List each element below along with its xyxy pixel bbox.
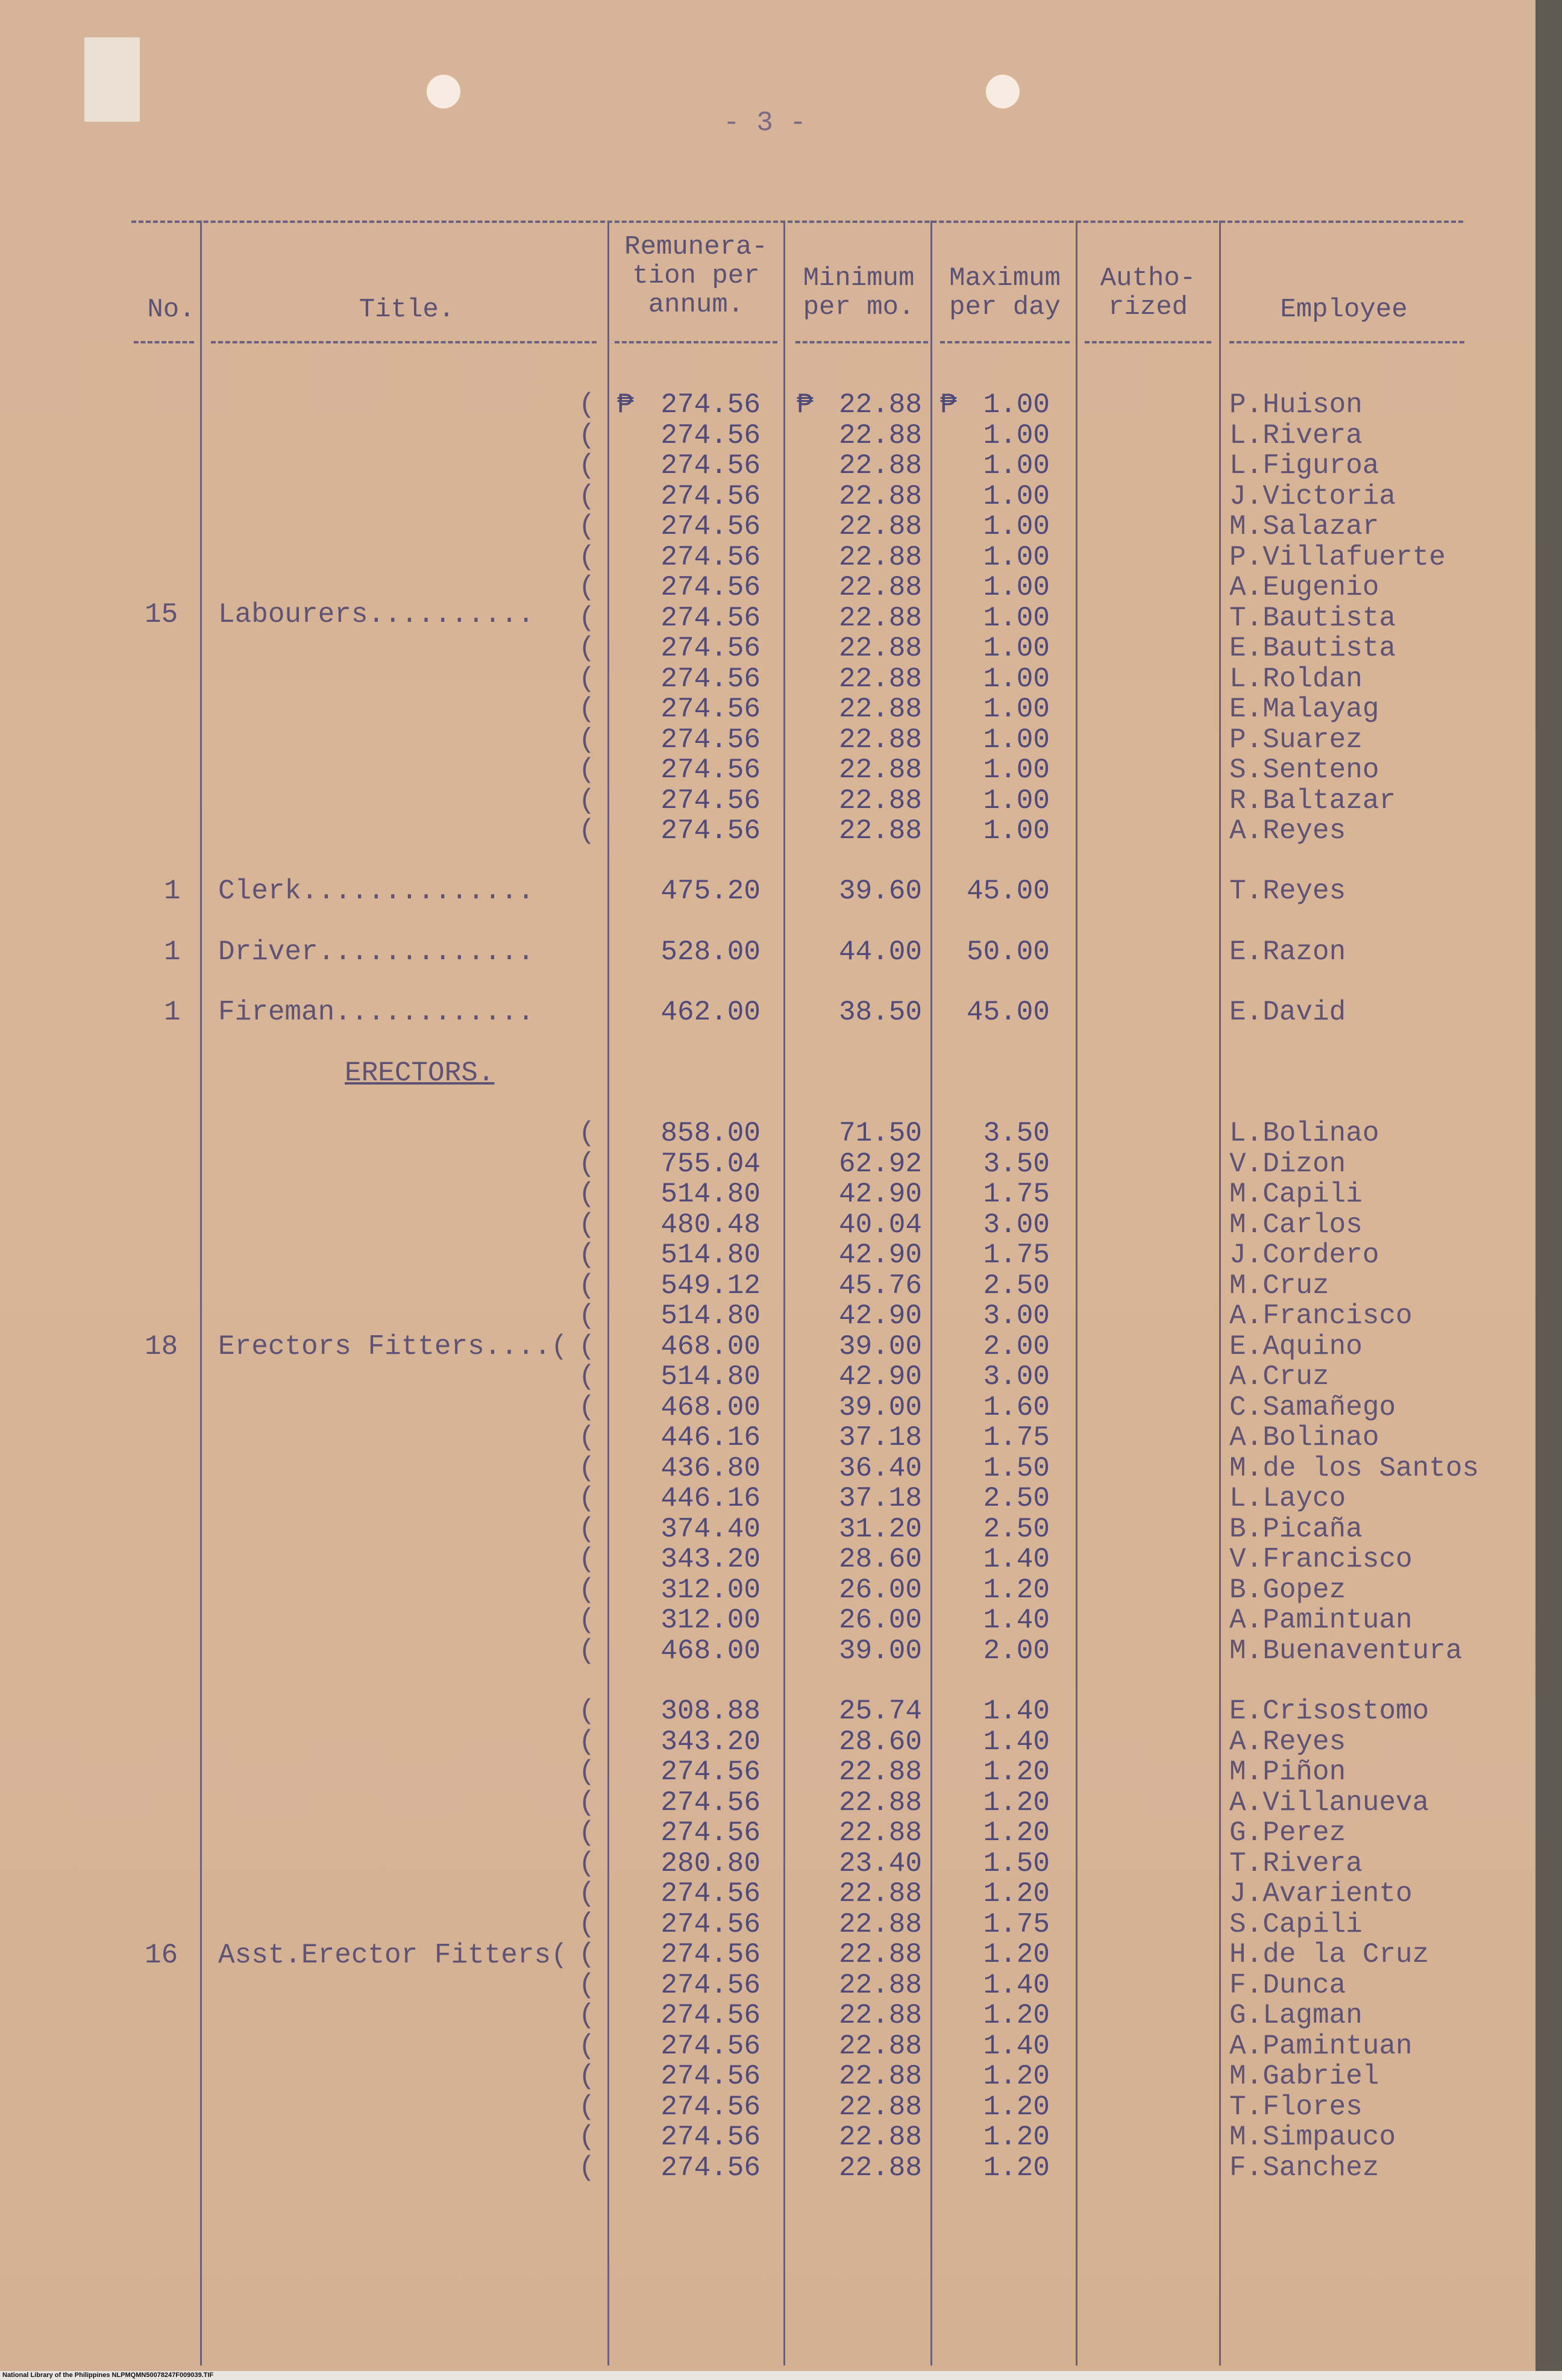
- table-cell: 28.60: [838, 1544, 922, 1575]
- table-cell: 22.88: [838, 1756, 922, 1788]
- table-cell: 1.20: [983, 1878, 1050, 1909]
- table-cell: 22.88: [838, 2061, 922, 2092]
- bracket: ( ( ( ( ( ( ( ( ( ( ( ( ( ( (: [579, 389, 595, 847]
- table-cell: V.Francisco: [1229, 1544, 1413, 1575]
- table-cell: 39.60: [838, 875, 922, 907]
- table-cell: 3.50: [983, 1148, 1050, 1180]
- table-cell: 274.56: [660, 1939, 761, 1970]
- table-cell: E.Aquino: [1229, 1330, 1363, 1362]
- table-cell: 274.56: [660, 419, 761, 451]
- table-cell: 28.60: [838, 1726, 922, 1758]
- punch-hole: [427, 75, 460, 108]
- table-cell: 22.88: [838, 815, 922, 847]
- group-count: 15: [145, 599, 178, 630]
- header-minimum: Minimum per mo.: [803, 263, 915, 322]
- tape-patch: [84, 37, 140, 122]
- table-cell: 514.80: [660, 1300, 761, 1332]
- table-cell: 1.75: [983, 1422, 1050, 1453]
- table-cell: 22.88: [838, 2000, 922, 2031]
- table-cell: 2.50: [983, 1270, 1050, 1301]
- row-title: Fireman............: [218, 997, 535, 1028]
- table-cell: 308.88: [660, 1696, 761, 1727]
- table-cell: 1.20: [983, 2000, 1050, 2031]
- table-cell: 22.88: [838, 1908, 922, 1940]
- table-cell: 274.56: [660, 572, 761, 603]
- table-cell: 480.48: [660, 1209, 761, 1241]
- table-cell: 274.56: [660, 541, 761, 573]
- table-cell: 1.20: [983, 1787, 1050, 1818]
- table-cell: M.Piñon: [1229, 1756, 1346, 1788]
- table-cell: 22.88: [838, 754, 922, 786]
- table-cell: L.Figuroa: [1229, 450, 1379, 481]
- row-title: Driver.............: [218, 936, 535, 968]
- table-cell: E.Razon: [1229, 936, 1346, 968]
- table-cell: 22.88: [838, 389, 922, 421]
- table-cell: 274.56: [660, 602, 761, 634]
- table-cell: 22.88: [838, 1787, 922, 1818]
- table-cell: M.Cruz: [1229, 1270, 1329, 1301]
- table-cell: 26.00: [838, 1605, 922, 1636]
- top-rule: [131, 221, 1463, 223]
- table-cell: 468.00: [660, 1635, 761, 1667]
- table-cell: 42.90: [838, 1300, 922, 1332]
- table-cell: 468.00: [660, 1391, 761, 1423]
- page-number: - 3 -: [723, 107, 807, 139]
- table-cell: 42.90: [838, 1239, 922, 1271]
- maximum-column: [940, 1696, 1050, 2183]
- table-cell: 45.00: [966, 875, 1050, 907]
- table-cell: 1.40: [983, 1544, 1050, 1575]
- table-cell: L.Rivera: [1229, 419, 1363, 451]
- table-cell: 1.00: [983, 419, 1050, 451]
- table-cell: M.Capili: [1229, 1179, 1363, 1210]
- table-cell: 1.00: [983, 511, 1050, 542]
- table-cell: 514.80: [660, 1239, 761, 1271]
- table-cell: L.Roldan: [1229, 663, 1363, 695]
- table-cell: T.Flores: [1229, 2091, 1363, 2123]
- table-cell: 1.00: [983, 694, 1050, 725]
- table-cell: 22.88: [838, 602, 922, 634]
- table-cell: 1.00: [983, 663, 1050, 695]
- header-maximum: Maximum per day: [949, 263, 1061, 322]
- minimum-column: [801, 390, 922, 847]
- table-cell: T.Reyes: [1229, 875, 1346, 907]
- table-cell: 22.88: [838, 784, 922, 816]
- table-cell: R.Baltazar: [1229, 784, 1396, 816]
- table-cell: J.Victoria: [1229, 480, 1396, 512]
- table-cell: 22.88: [838, 1969, 922, 2001]
- maximum-column: [940, 390, 1050, 847]
- table-cell: F.Sanchez: [1229, 2152, 1379, 2184]
- minimum-column: [801, 1118, 922, 1666]
- table-cell: 3.00: [983, 1300, 1050, 1332]
- archive-footer: National Library of the Philippines NLPMQMN50078247F009039.TIF: [0, 2371, 1562, 2380]
- table-cell: 22.88: [838, 511, 922, 542]
- table-cell: 40.04: [838, 1209, 922, 1241]
- row-count: 1: [164, 997, 181, 1028]
- currency-symbol: ₱: [797, 389, 814, 421]
- table-cell: 374.40: [660, 1513, 761, 1545]
- table-cell: 468.00: [660, 1330, 761, 1362]
- table-cell: 1.60: [983, 1391, 1050, 1423]
- row-count: 1: [164, 936, 181, 968]
- table-cell: 1.00: [983, 754, 1050, 786]
- table-cell: 475.20: [660, 875, 761, 907]
- table-cell: F.Dunca: [1229, 1969, 1346, 2001]
- table-cell: 436.80: [660, 1452, 761, 1484]
- group-title: Erectors Fitters....(: [218, 1331, 568, 1362]
- employee-column: [1229, 1118, 1531, 1666]
- table-cell: 274.56: [660, 724, 761, 756]
- table-cell: M.Salazar: [1229, 511, 1379, 542]
- table-cell: 274.56: [660, 815, 761, 847]
- table-cell: 39.00: [838, 1391, 922, 1423]
- table-cell: 1.00: [983, 389, 1050, 421]
- group-count: 18: [145, 1331, 178, 1362]
- table-cell: 274.56: [660, 2000, 761, 2031]
- table-cell: 3.00: [983, 1361, 1050, 1392]
- table-cell: 3.50: [983, 1118, 1050, 1149]
- table-cell: 3.00: [983, 1209, 1050, 1241]
- table-cell: 62.92: [838, 1148, 922, 1180]
- table-cell: 1.20: [983, 1939, 1050, 1970]
- table-cell: 1.00: [983, 724, 1050, 756]
- header-remuneration: Remunera- tion per annum.: [624, 232, 768, 320]
- table-cell: 343.20: [660, 1726, 761, 1758]
- table-cell: 528.00: [660, 936, 761, 968]
- table-cell: A.Reyes: [1229, 815, 1346, 847]
- table-cell: P.Huison: [1229, 389, 1363, 421]
- table-cell: M.Gabriel: [1229, 2061, 1379, 2092]
- table-cell: 22.88: [838, 663, 922, 695]
- table-cell: 274.56: [660, 480, 761, 512]
- table-cell: B.Gopez: [1229, 1574, 1346, 1606]
- table-cell: 2.00: [983, 1330, 1050, 1362]
- header-title: Title.: [359, 295, 455, 325]
- table-cell: 274.56: [660, 633, 761, 664]
- table-cell: 2.50: [983, 1483, 1050, 1514]
- table-cell: A.Villanueva: [1229, 1787, 1429, 1818]
- table-cell: E.Malayag: [1229, 694, 1379, 725]
- table-cell: 446.16: [660, 1422, 761, 1453]
- table-cell: 22.88: [838, 541, 922, 573]
- table-cell: 1.40: [983, 1969, 1050, 2001]
- table-cell: 38.50: [838, 997, 922, 1028]
- table-cell: E.Crisostomo: [1229, 1696, 1429, 1727]
- group-title: Asst.Erector Fitters(: [218, 1940, 568, 1971]
- table-cell: M.Simpauco: [1229, 2122, 1396, 2153]
- table-cell: 22.88: [838, 2152, 922, 2184]
- table-cell: P.Suarez: [1229, 724, 1363, 756]
- table-cell: 549.12: [660, 1270, 761, 1301]
- table-cell: 22.88: [838, 1817, 922, 1849]
- table-cell: 1.20: [983, 2091, 1050, 2123]
- minimum-column: [801, 1696, 922, 2183]
- table-cell: 274.56: [660, 694, 761, 725]
- table-cell: 1.00: [983, 450, 1050, 481]
- table-cell: 22.88: [838, 724, 922, 756]
- table-cell: 280.80: [660, 1847, 761, 1879]
- table-cell: A.Pamintuan: [1229, 1605, 1413, 1636]
- table-cell: G.Perez: [1229, 1817, 1346, 1849]
- table-cell: 1.50: [983, 1847, 1050, 1879]
- table-cell: 37.18: [838, 1483, 922, 1514]
- table-cell: A.Eugenio: [1229, 572, 1379, 603]
- table-cell: B.Picaña: [1229, 1513, 1363, 1545]
- table-cell: 1.75: [983, 1239, 1050, 1271]
- table-cell: 50.00: [966, 936, 1050, 968]
- bracket: ( ( ( ( ( ( ( ( ( ( ( ( ( ( ( ( ( (: [579, 1118, 595, 1667]
- table-cell: 1.40: [983, 2030, 1050, 2062]
- table-cell: 274.56: [660, 389, 761, 421]
- table-cell: 42.90: [838, 1361, 922, 1392]
- table-cell: 1.00: [983, 784, 1050, 816]
- table-cell: 1.40: [983, 1726, 1050, 1758]
- table-cell: A.Reyes: [1229, 1726, 1346, 1758]
- table-cell: 446.16: [660, 1483, 761, 1514]
- table-cell: 22.88: [838, 2122, 922, 2153]
- table-cell: 71.50: [838, 1118, 922, 1149]
- table-cell: 39.00: [838, 1330, 922, 1362]
- column-divider: [1076, 221, 1077, 2366]
- table-cell: 36.40: [838, 1452, 922, 1484]
- table-cell: 26.00: [838, 1574, 922, 1606]
- table-cell: 1.00: [983, 541, 1050, 573]
- table-cell: 514.80: [660, 1179, 761, 1210]
- table-cell: 274.56: [660, 1787, 761, 1818]
- header-authorized: Autho- rized: [1100, 263, 1196, 322]
- table-cell: 1.20: [983, 2152, 1050, 2184]
- table-cell: E.Bautista: [1229, 633, 1396, 664]
- table-cell: 1.00: [983, 602, 1050, 634]
- table-cell: M.de los Santos: [1229, 1452, 1479, 1484]
- table-cell: 22.88: [838, 1878, 922, 1909]
- table-cell: P.Villafuerte: [1229, 541, 1446, 573]
- table-cell: 22.88: [838, 419, 922, 451]
- table-cell: 42.90: [838, 1179, 922, 1210]
- currency-symbol: ₱: [940, 389, 957, 421]
- table-cell: 274.56: [660, 2061, 761, 2092]
- table-cell: 1.00: [983, 480, 1050, 512]
- table-cell: 22.88: [838, 633, 922, 664]
- table-cell: 755.04: [660, 1148, 761, 1180]
- table-cell: 1.75: [983, 1179, 1050, 1210]
- table-cell: 274.56: [660, 2091, 761, 2123]
- row-title: Clerk..............: [218, 875, 535, 907]
- currency-symbol: ₱: [617, 389, 634, 421]
- table-cell: 25.74: [838, 1696, 922, 1727]
- group-count: 16: [145, 1940, 178, 1971]
- table-cell: 343.20: [660, 1544, 761, 1575]
- table-cell: E.David: [1229, 997, 1346, 1028]
- table-cell: 45.76: [838, 1270, 922, 1301]
- table-cell: C.Samañego: [1229, 1391, 1396, 1423]
- table-cell: 274.56: [660, 511, 761, 542]
- column-divider: [1219, 221, 1221, 2366]
- table-cell: A.Pamintuan: [1229, 2030, 1413, 2062]
- table-cell: 2.00: [983, 1635, 1050, 1667]
- table-cell: 37.18: [838, 1422, 922, 1453]
- table-cell: 22.88: [838, 480, 922, 512]
- table-cell: 1.20: [983, 1817, 1050, 1849]
- table-cell: 31.20: [838, 1513, 922, 1545]
- table-cell: G.Lagman: [1229, 2000, 1363, 2031]
- maximum-column: [940, 1118, 1050, 1666]
- section-heading: ERECTORS.: [345, 1057, 495, 1089]
- table-cell: J.Cordero: [1229, 1239, 1379, 1271]
- table-cell: 22.88: [838, 2091, 922, 2123]
- table-cell: 39.00: [838, 1635, 922, 1667]
- annum-column: [621, 1118, 761, 1666]
- table-cell: 1.75: [983, 1908, 1050, 1940]
- table-cell: 1.40: [983, 1696, 1050, 1727]
- table-cell: 22.88: [838, 694, 922, 725]
- table-cell: 1.00: [983, 633, 1050, 664]
- table-cell: 22.88: [838, 1939, 922, 1970]
- table-cell: 274.56: [660, 2122, 761, 2153]
- group-title: Labourers..........: [218, 599, 535, 630]
- table-cell: V.Dizon: [1229, 1148, 1346, 1180]
- table-cell: 1.20: [983, 2061, 1050, 2092]
- header-no: No.: [147, 295, 195, 325]
- employee-column: [1229, 390, 1531, 847]
- table-cell: 1.50: [983, 1452, 1050, 1484]
- table-cell: H.de la Cruz: [1229, 1939, 1429, 1970]
- table-cell: 312.00: [660, 1605, 761, 1636]
- table-cell: A.Bolinao: [1229, 1422, 1379, 1453]
- table-cell: 22.88: [838, 450, 922, 481]
- column-divider: [607, 221, 609, 2366]
- table-cell: 274.56: [660, 2152, 761, 2184]
- table-cell: 1.20: [983, 1574, 1050, 1606]
- table-cell: M.Carlos: [1229, 1209, 1363, 1241]
- column-divider: [930, 221, 932, 2366]
- column-divider: [200, 221, 202, 2366]
- table-cell: M.Buenaventura: [1229, 1635, 1463, 1667]
- table-cell: 22.88: [838, 2030, 922, 2062]
- header-employee: Employee: [1280, 295, 1408, 325]
- table-cell: S.Capili: [1229, 1908, 1363, 1940]
- table-cell: 274.56: [660, 450, 761, 481]
- table-cell: A.Francisco: [1229, 1300, 1413, 1332]
- table-cell: 1.40: [983, 1605, 1050, 1636]
- annum-column: [621, 390, 761, 847]
- table-cell: 1.20: [983, 2122, 1050, 2153]
- table-cell: 858.00: [660, 1118, 761, 1149]
- table-cell: 274.56: [660, 2030, 761, 2062]
- annum-column: [621, 1696, 761, 2183]
- table-cell: 22.88: [838, 572, 922, 603]
- table-cell: L.Layco: [1229, 1483, 1346, 1514]
- table-cell: 274.56: [660, 784, 761, 816]
- table-cell: A.Cruz: [1229, 1361, 1329, 1392]
- row-count: 1: [164, 875, 181, 907]
- table-cell: 45.00: [966, 997, 1050, 1028]
- punch-hole: [986, 75, 1020, 108]
- table-cell: 23.40: [838, 1847, 922, 1879]
- table-cell: 312.00: [660, 1574, 761, 1606]
- table-cell: 274.56: [660, 1817, 761, 1849]
- table-cell: L.Bolinao: [1229, 1118, 1379, 1149]
- table-cell: 274.56: [660, 663, 761, 695]
- table-cell: 44.00: [838, 936, 922, 968]
- table-cell: 274.56: [660, 1878, 761, 1909]
- employee-column: [1229, 1696, 1531, 2183]
- table-cell: 274.56: [660, 1908, 761, 1940]
- table-cell: T.Bautista: [1229, 602, 1396, 634]
- table-cell: S.Senteno: [1229, 754, 1379, 786]
- column-divider: [783, 221, 785, 2366]
- table-cell: 1.20: [983, 1756, 1050, 1788]
- table-cell: 514.80: [660, 1361, 761, 1392]
- table-cell: T.Rivera: [1229, 1847, 1363, 1879]
- table-cell: J.Avariento: [1229, 1878, 1413, 1909]
- table-cell: 274.56: [660, 1969, 761, 2001]
- table-cell: 1.00: [983, 815, 1050, 847]
- table-cell: 1.00: [983, 572, 1050, 603]
- table-cell: 2.50: [983, 1513, 1050, 1545]
- bracket: ( ( ( ( ( ( ( ( ( ( ( ( ( ( ( (: [579, 1696, 595, 2184]
- table-cell: 274.56: [660, 1756, 761, 1788]
- table-cell: 274.56: [660, 754, 761, 786]
- table-cell: 462.00: [660, 997, 761, 1028]
